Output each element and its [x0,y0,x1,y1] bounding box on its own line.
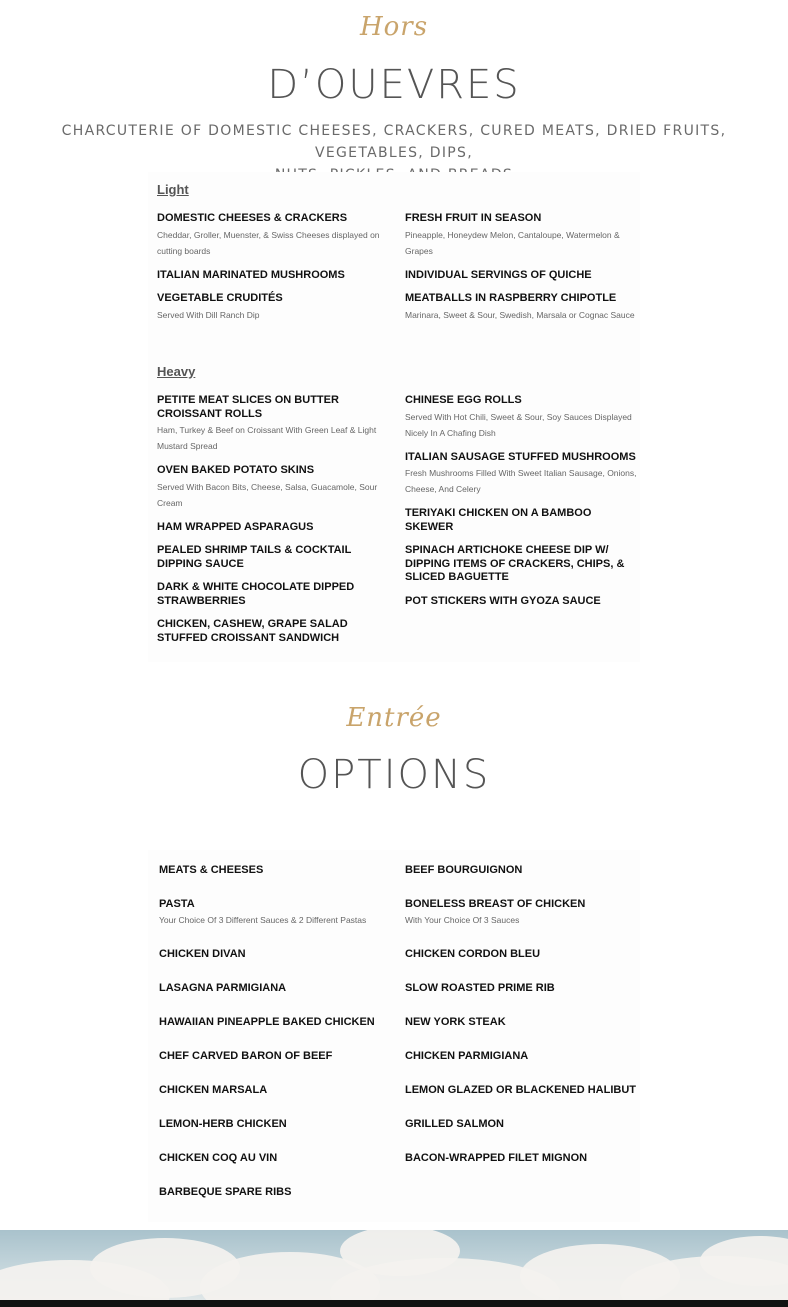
entree-item-name: PASTA [159,898,195,910]
entree-item-name: GRILLED SALMON [405,1118,504,1130]
menu-item-name: DARK & WHITE CHOCOLATE DIPPED STRAWBERRIES [157,581,355,607]
entree-item [159,897,399,947]
menu-item-name: VEGETABLE CRUDITÉS [157,292,283,304]
menu-item-name: POT STICKERS WITH GYOZA SAUCE [405,594,601,607]
entree-item [159,863,399,897]
entree-item [159,947,399,981]
entree-item [405,1015,645,1049]
menu-item-name: CHINESE EGG ROLLS [405,394,522,406]
menu-item [405,269,641,283]
menu-item [157,521,393,535]
menu-item [157,292,393,323]
entree-item-name: CHICKEN DIVAN [159,948,246,960]
menu-item-name: HAM WRAPPED ASPARAGUS [157,520,314,533]
heavy-right-column [405,394,641,618]
entree-item [405,981,645,1015]
entree-item [405,1151,645,1185]
menu-item-description: Ham, Turkey & Beef on Croissant With Green Leaf & Light Mustard Spread [157,425,377,451]
menu-item [157,618,393,645]
menu-item-name: OVEN BAKED POTATO SKINS [157,464,315,476]
entree-item [405,1049,645,1083]
menu-item-name: ITALIAN MARINATED MUSHROOMS [157,268,345,281]
sky-clouds-image [0,1230,788,1300]
entree-item [159,981,399,1015]
menu-item [405,212,641,259]
entree-item-name: LASAGNA PARMIGIANA [159,982,287,994]
entree-item [405,1083,645,1117]
entree-script-title: Entrée [346,703,442,733]
menu-item-name: MEATBALLS IN RASPBERRY CHIPOTLE [405,292,617,304]
menu-item-description: Cheddar, Groller, Muenster, & Swiss Cheeses displayed on cutting boards [157,229,380,256]
menu-item [157,394,393,454]
menu-item [405,292,641,323]
entree-item [159,1151,399,1185]
menu-item-name: DOMESTIC CHEESES & CRACKERS [157,212,348,224]
menu-item-name: INDIVIDUAL SERVINGS OF QUICHE [405,268,592,281]
bottom-bar [0,1300,788,1307]
entree-item [159,1117,399,1151]
entree-item [159,1185,399,1219]
entree-item-name: LEMON GLAZED OR BLACKENED HALIBUT [405,1084,636,1096]
entree-item-name: CHICKEN MARSALA [159,1084,268,1096]
menu-item [405,595,641,609]
menu-item [157,212,393,259]
entree-item-name: CHICKEN CORDON BLEU [405,948,541,960]
entree-right-column [405,863,645,1185]
entree-main-title: OPTIONS [297,752,491,798]
menu-item-name: PEALED SHRIMP TAILS & COCKTAIL DIPPING SAUCE [157,544,352,570]
entree-item-name: LEMON-HERB CHICKEN [159,1118,287,1130]
entree-item-name: CHICKEN PARMIGIANA [405,1050,529,1062]
menu-item-name: CHICKEN, CASHEW, GRAPE SALAD STUFFED CROISSANT SANDWICH [157,618,348,644]
entree-item [159,1049,399,1083]
entree-item-name: CHICKEN COQ AU VIN [159,1152,278,1164]
entree-item-name: CHEF CARVED BARON OF BEEF [159,1050,333,1062]
light-left-column [157,212,393,333]
menu-item-name: SPINACH ARTICHOKE CHEESE DIP W/ DIPPING ITEMS OF CRACKERS, CHIPS, & SLICED BAGUETTE [405,544,625,583]
entree-item-name: MEATS & CHEESES [159,864,264,876]
entree-item [159,1083,399,1117]
menu-item [157,544,393,571]
menu-item-name: PETITE MEAT SLICES ON BUTTER CROISSANT ROLLS [157,394,339,420]
entree-item-name: BONELESS BREAST OF CHICKEN [405,898,586,910]
entree-item-name: BARBEQUE SPARE RIBS [159,1186,292,1198]
light-right-column [405,212,641,333]
light-section-label: Light [157,182,189,197]
hors-subtitle-line-1: CHARCUTERIE OF DOMESTIC CHEESES, CRACKERS, CURED MEATS, DRIED FRUITS, VEGETABLES, DIPS, [61,123,727,161]
hors-main-title: D’OUEVRES [267,62,521,108]
menu-item [157,581,393,608]
entree-item [405,863,645,897]
entree-item-name: NEW YORK STEAK [405,1016,506,1028]
heavy-section-label: Heavy [157,364,196,379]
heavy-left-column [157,394,393,655]
entree-item-name: HAWAIIAN PINEAPPLE BAKED CHICKEN [159,1016,375,1028]
menu-item [405,507,641,534]
menu-item [405,544,641,585]
entree-item [405,1117,645,1151]
entree-item [405,947,645,981]
menu-item-description: Fresh Mushrooms Filled With Sweet Italian Sausage, Onions, Cheese, And Celery [405,468,637,494]
menu-item-description: Served With Hot Chili, Sweet & Sour, Soy Sauces Displayed Nicely In A Chafing Dish [405,411,632,438]
entree-item [159,1015,399,1049]
menu-item-name: FRESH FRUIT IN SEASON [405,212,542,224]
entree-item-name: SLOW ROASTED PRIME RIB [405,982,555,994]
menu-item [405,451,641,498]
menu-item-name: TERIYAKI CHICKEN ON A BAMBOO SKEWER [405,507,592,533]
menu-item-name: ITALIAN SAUSAGE STUFFED MUSHROOMS [405,450,636,463]
entree-item-name: BEEF BOURGUIGNON [405,864,523,876]
entree-item [405,897,645,947]
menu-item-description: Pineapple, Honeydew Melon, Cantaloupe, Watermelon & Grapes [405,229,620,256]
entree-item-name: BACON-WRAPPED FILET MIGNON [405,1152,588,1164]
menu-item-description: Served With Bacon Bits, Cheese, Salsa, Guacamole, Sour Cream [157,481,378,508]
menu-item-description: Marinara, Sweet & Sour, Swedish, Marsala or Cognac Sauce [405,309,635,320]
menu-item [157,269,393,283]
entree-left-column [159,863,399,1219]
menu-item-description: Served With Dill Ranch Dip [157,309,260,320]
entree-item-description: With Your Choice Of 3 Sauces [405,915,520,925]
hors-script-title: Hors [359,12,429,42]
menu-item [157,464,393,511]
menu-item [405,394,641,441]
entree-item-description: Your Choice Of 3 Different Sauces & 2 Different Pastas [159,915,367,925]
